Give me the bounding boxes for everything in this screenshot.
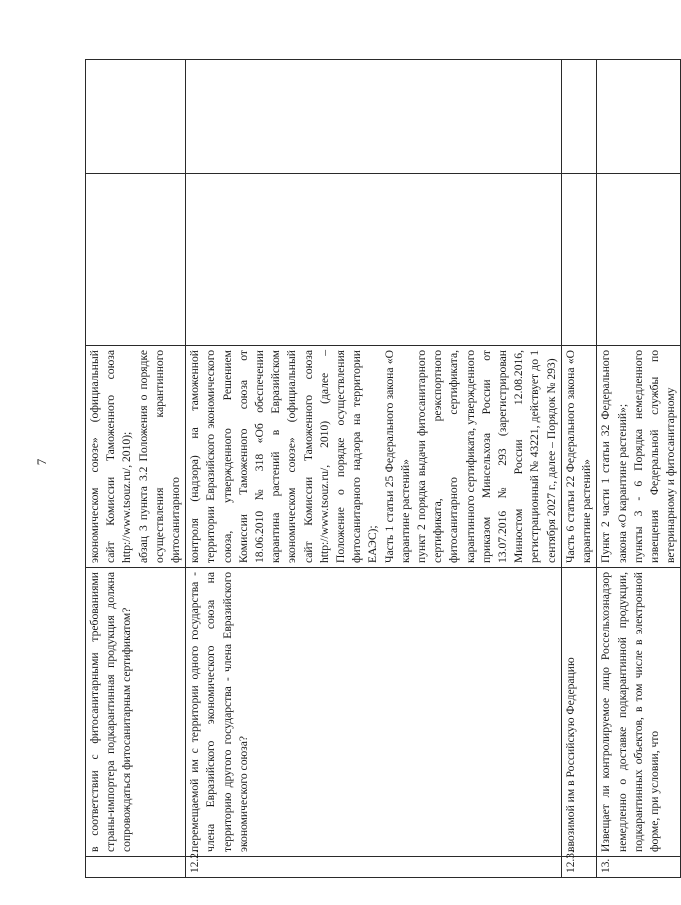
table-row: [597, 60, 681, 878]
table-row: [186, 60, 562, 878]
legal-basis-text: экономическом союзе» (официальный сайт Комиссии Таможенного союза http://www.tsouz.ru/, 2010);: [88, 350, 134, 563]
question-text: перемещаемой им с территории одного государства - члена Евразийского экономического союза на территорию другого государства - члена Евразийского экономического союза?: [188, 572, 250, 852]
row-number: 12.3.: [561, 857, 596, 878]
legal-basis-text: Часть 1 статьи 25 Федерального закона «О карантине растений»: [382, 350, 412, 563]
question-text: в соответствии с фитосанитарными требованиями страны-импортера подкарантинная продукция должна сопровождаться фитосанитарным сертификатом?: [88, 572, 134, 852]
answer-cell: [86, 174, 186, 346]
legal-basis-cell: [561, 346, 596, 568]
table-row: [86, 60, 186, 878]
table-row: [561, 60, 596, 878]
question-cell: [86, 568, 186, 857]
rotated-table-inner: [85, 60, 678, 878]
answer-cell: [561, 174, 596, 346]
notes-cell: [561, 60, 596, 174]
legal-basis-text: абзац 3 пункта 3.2 Положения о порядке осуществления карантинного фитосанитарного: [136, 350, 183, 563]
question-cell: [597, 568, 681, 857]
notes-cell: [186, 60, 562, 174]
row-number: 13.: [597, 857, 681, 878]
question-cell: [561, 568, 596, 857]
legal-basis-text: Пункт 2 части 1 статьи 32 Федерального закона «О карантине растений»;: [599, 350, 629, 563]
legal-basis-text: контроля (надзора) на таможенной территории Евразийского экономического союза, утвержденного Решением Комиссии Таможенного союза от 18.06.2010 № 318 «Об обеспечении карантина растений в Евразийском экономическом союзе» (официальный сайт Комиссии Таможенного союза http://www.tsouz.ru/, 2010) (далее – Положение о порядке осуществления фитосанитарного надзора на территории ЕАЭС);: [188, 350, 380, 563]
inspection-checklist-table: [85, 59, 681, 878]
row-number: [86, 857, 186, 878]
answer-cell: [597, 174, 681, 346]
notes-cell: [86, 60, 186, 174]
legal-basis-cell: [597, 346, 681, 568]
legal-basis-cell: [86, 346, 186, 568]
answer-cell: [186, 174, 562, 346]
legal-basis-cell: [186, 346, 562, 568]
legal-basis-text: пункт 2 порядка выдачи фитосанитарного сертификата, реэкспортного фитосанитарного сертификата, карантинного сертификата, утвержденного приказом Минсельхоза России от 13.07.2016 № 293 (зарегистрирован Минюстом России 12.08.2016, регистрационный № 43221, действует до 1 сентября 2027 г., далее – Порядок № 293): [415, 350, 558, 563]
question-text: ввозимой им в Российскую Федерацию: [563, 657, 577, 852]
legal-basis-text: Часть 6 статьи 22 Федерального закона «О карантине растений»: [563, 350, 594, 563]
page-number: 7: [34, 458, 49, 466]
notes-cell: [597, 60, 681, 174]
legal-basis-text: пункты 3 - 6 Порядка немедленного извещения Федеральной службы по ветеринарному и фитосанитарному: [631, 350, 678, 563]
row-number: 12.2.: [186, 857, 562, 878]
question-text: Извещает ли контролируемое лицо Россельхознадзор немедленно о доставке подкарантинной продукции, подкарантинных объектов, в том числе в электронной форме, при условии, что: [599, 572, 661, 852]
question-cell: [186, 568, 562, 857]
